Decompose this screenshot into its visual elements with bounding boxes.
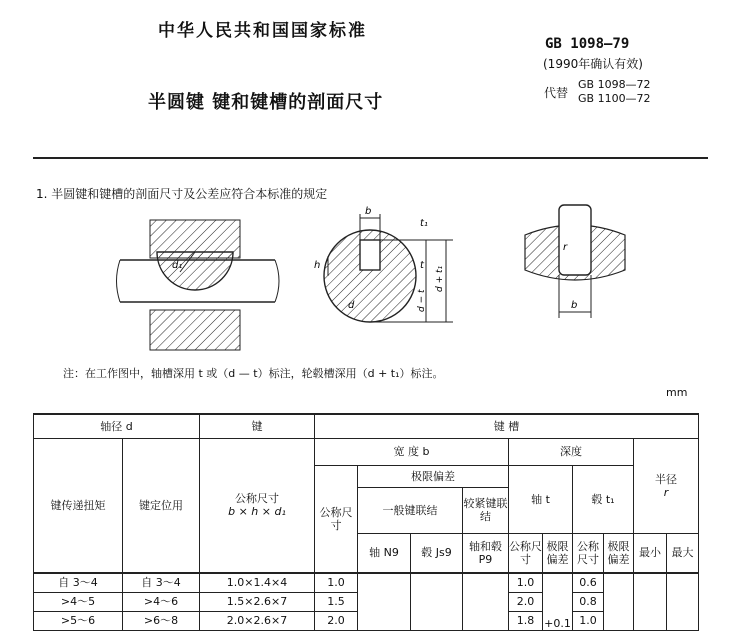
col-p9: 轴和毂 P9 [463, 533, 509, 573]
col-nominal-size: 公称尺寸 b × h × d₁ [200, 438, 315, 573]
col-tight-fit: 较紧键联结 [463, 487, 509, 533]
col-nominal-width: 公称尺寸 [315, 465, 358, 573]
label-d1: d₁ [172, 260, 183, 271]
col-torque: 键传递扭矩 [34, 438, 123, 573]
col-t1-deviation: 极限偏差 [604, 533, 634, 573]
woodruff-key [157, 252, 233, 290]
col-hub-depth: 毂 t₁ [573, 465, 634, 533]
standard-title: 中华人民共和国国家标准 [158, 21, 367, 41]
replaced-standard-1: GB 1098—72 [578, 78, 651, 91]
figure-side-view [95, 212, 295, 362]
clause-1: 1. 半圆键和键槽的剖面尺寸及公差应符合本标准的规定 [36, 187, 328, 201]
label-d: d [348, 300, 355, 311]
label-t: t [420, 260, 424, 271]
col-js9: 毂 Js9 [411, 533, 463, 573]
header-divider [33, 157, 708, 159]
figure-hub-section [515, 190, 635, 335]
hub-section-bottom [150, 310, 240, 350]
col-radius: 半径 r [634, 438, 699, 533]
dimension-table [33, 413, 699, 631]
col-t-nominal: 公称尺寸 [509, 533, 543, 573]
col-key: 键 [200, 414, 315, 438]
col-general-fit: 一般键联结 [358, 487, 463, 533]
table-row: >4～5 >4～6 1.5×2.6×7 1.5 2.0 0.8 [34, 592, 699, 611]
label-d-plus-t1: d + t₁ [435, 265, 445, 292]
figure-cross-section [308, 196, 478, 346]
keyway [360, 240, 380, 270]
replaced-standard-2: GB 1100—72 [578, 92, 651, 105]
confirmation-note: (1990年确认有效) [543, 57, 643, 71]
col-shaft-depth: 轴 t [509, 465, 573, 533]
standard-subtitle: 半圆键 键和键槽的剖面尺寸 [148, 92, 384, 113]
label-t1: t₁ [420, 218, 428, 229]
drawing-note: 注：在工作图中，轴槽深用 t 或（d — t）标注，轮毂槽深用（d + t₁）标注。 [63, 367, 444, 380]
col-width: 宽 度 b [315, 438, 509, 465]
unit-label: mm [666, 386, 688, 399]
table-row: >5～6 >6～8 2.0×2.6×7 2.0 1.8 1.0 [34, 611, 699, 630]
col-keyway: 键 槽 [315, 414, 699, 438]
label-b-hub: b [571, 300, 578, 311]
col-depth: 深度 [509, 438, 634, 465]
col-min: 最小 [634, 533, 667, 573]
col-n9: 轴 N9 [358, 533, 411, 573]
key-in-hub [559, 205, 591, 275]
col-t1-nominal: 公称尺寸 [573, 533, 604, 573]
replaces-label: 代替 [544, 86, 569, 100]
col-position: 键定位用 [123, 438, 200, 573]
label-r: r [563, 242, 568, 253]
deviation-cell: +0.1 [543, 573, 573, 630]
table-row: 自 3～4 自 3～4 1.0×1.4×4 1.0 1.0 +0.1 0.6 [34, 573, 699, 592]
col-tolerance: 极限偏差 [358, 465, 509, 487]
label-b: b [365, 206, 372, 217]
label-h: h [314, 260, 321, 271]
col-max: 最大 [667, 533, 699, 573]
label-d-minus-t: d − t [417, 289, 427, 312]
col-shaft-diameter: 轴径 d [34, 414, 200, 438]
standard-code: GB 1098—79 [545, 36, 630, 52]
col-t-deviation: 极限偏差 [543, 533, 573, 573]
